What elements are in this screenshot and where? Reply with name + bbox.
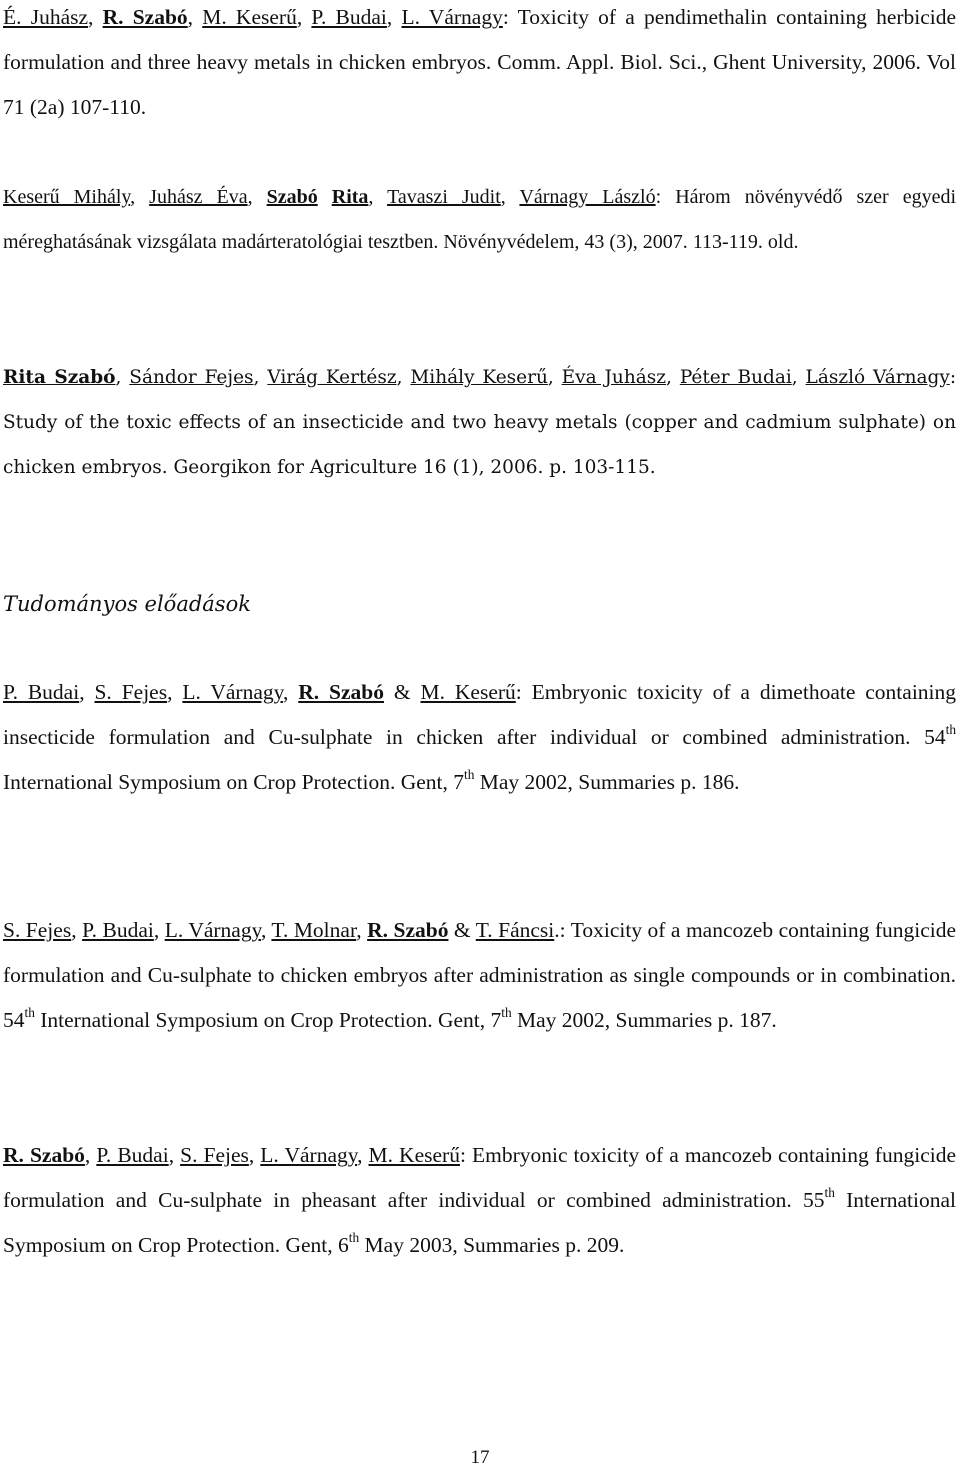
author-name: Éva Juhász (561, 367, 667, 388)
separator: , (115, 367, 130, 388)
separator: , (247, 186, 267, 208)
author-name: T. Molnar (271, 918, 357, 942)
page-number: 17 (470, 1447, 490, 1468)
separator: , (500, 186, 520, 208)
author-name-highlighted: R. Szabó (367, 918, 449, 942)
author-name-highlighted: Rita Szabó (3, 367, 116, 388)
author-name: Mihály Keserű (410, 367, 548, 388)
author-name: P. Budai (311, 5, 387, 29)
superscript: th (945, 722, 956, 738)
separator: & (384, 680, 421, 704)
reference-1 (3, 0, 956, 130)
separator (318, 186, 332, 208)
author-name: Várnagy László (519, 186, 656, 208)
author-name: László Várnagy (805, 367, 950, 388)
reference-2 (3, 175, 956, 265)
talk-text: May 2003, Summaries p. 209. (359, 1233, 625, 1257)
separator: , (71, 918, 83, 942)
author-name: Virág Kertész (267, 367, 397, 388)
author-name: T. Fáncsi (475, 918, 555, 942)
author-name: Tavaszi Judit (387, 186, 501, 208)
talk-text: : Embryonic toxicity of a mancozeb containing fungicide formulation and Cu-sulphate in pheasant after individual or combined administration. 55 (3, 1143, 957, 1212)
author-name: P. Budai (82, 918, 154, 942)
superscript: th (24, 1005, 35, 1021)
reference-text: : Toxicity of a pendimethalin containing herbicide formulation and three heavy metals in chicken embryos. Comm. Appl. Biol. Sci., Ghent University, 2006. Vol 71 (2a) 107-110. (3, 5, 957, 119)
superscript: th (824, 1185, 835, 1201)
separator: , (260, 918, 272, 942)
separator: , (791, 367, 806, 388)
author-name-highlighted: Szabó (266, 186, 318, 208)
separator: , (253, 367, 268, 388)
separator: , (187, 5, 203, 29)
superscript: th (464, 767, 475, 783)
talk-text: International Symposium on Crop Protection. Gent, 7 (34, 1008, 502, 1032)
author-name: L. Várnagy (182, 680, 283, 704)
separator: , (666, 367, 680, 388)
author-name: M. Keserű (368, 1143, 460, 1167)
talk-text: International Symposium on Crop Protection. Gent, 7 (3, 770, 465, 794)
separator: , (248, 1143, 261, 1167)
separator: , (396, 367, 411, 388)
reference-text: : Study of the toxic effects of an insecticide and two heavy metals (copper and cadmium sulphate) on chicken embryos. Georgikon for Agriculture 16 (1), 2006. p. 103-115. (3, 367, 957, 478)
author-name-highlighted: R. Szabó (102, 5, 188, 29)
author-name: P. Budai (96, 1143, 169, 1167)
talk-2 (3, 908, 956, 1043)
separator: & (448, 918, 476, 942)
author-name: M. Keserű (202, 5, 297, 29)
superscript: th (501, 1005, 512, 1021)
separator: , (282, 680, 299, 704)
talk-3 (3, 1133, 956, 1268)
author-name: M. Keserű (420, 680, 516, 704)
separator: , (153, 918, 165, 942)
author-name-highlighted: R. Szabó (298, 680, 384, 704)
separator: , (168, 1143, 181, 1167)
talk-text: .: Toxicity of a mancozeb containing fungicide formulation and Cu-sulphate to chicken embryos after administration as single compounds or in combination. 54 (3, 918, 957, 1032)
author-name: Juhász Éva (149, 186, 248, 208)
separator: , (167, 680, 183, 704)
separator: , (357, 1143, 369, 1167)
superscript: th (348, 1230, 360, 1246)
talk-1 (3, 670, 956, 805)
separator: , (84, 1143, 97, 1167)
author-name: É. Juhász (3, 5, 89, 29)
talk-text: May 2002, Summaries p. 187. (511, 1008, 777, 1032)
author-name-highlighted: R. Szabó (3, 1143, 85, 1167)
author-name: P. Budai (3, 680, 80, 704)
separator: , (88, 5, 103, 29)
author-name: L. Várnagy (401, 5, 503, 29)
author-name: L. Várnagy (164, 918, 261, 942)
talk-text: May 2002, Summaries p. 186. (474, 770, 740, 794)
author-name: Péter Budai (679, 367, 792, 388)
section-heading: Tudományos előadások (3, 592, 251, 616)
talk-text: : Embryonic toxicity of a dimethoate containing insecticide formulation and Cu-sulphate in chicken after individual or combined administration. 54 (3, 680, 957, 749)
separator: , (368, 186, 388, 208)
author-name: L. Várnagy (260, 1143, 358, 1167)
author-name: Sándor Fejes (129, 367, 254, 388)
reference-text: : Három növényvédő szer egyedi méreghatásának vizsgálata madárteratológiai tesztben. Növényvédelem, 43 (3), 2007. 113-119. old. (3, 186, 957, 253)
talk-text: International Symposium on Crop Protection. Gent, 6 (3, 1188, 956, 1257)
author-name: Keserű Mihály (3, 186, 131, 208)
separator: , (547, 367, 562, 388)
separator: , (386, 5, 402, 29)
separator: , (296, 5, 312, 29)
author-name: S. Fejes (94, 680, 168, 704)
separator: , (356, 918, 368, 942)
separator: , (79, 680, 95, 704)
separator: , (130, 186, 150, 208)
reference-3 (3, 355, 956, 490)
author-name-highlighted: Rita (331, 186, 369, 208)
author-name: S. Fejes (180, 1143, 249, 1167)
author-name: S. Fejes (3, 918, 72, 942)
